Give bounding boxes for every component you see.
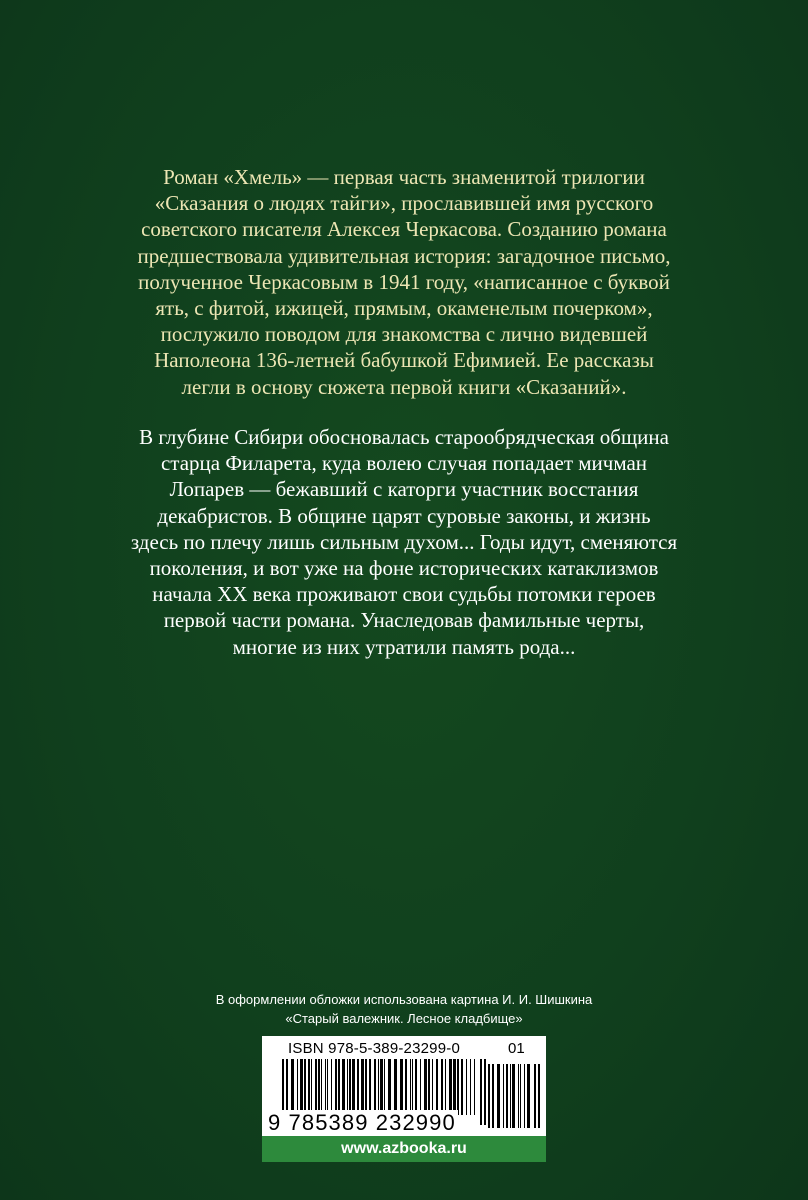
- text-line: первой части романа. Унаследовав фамильные черты,: [163, 608, 645, 633]
- barcode-bar: [388, 1059, 391, 1115]
- barcode-bar: [304, 1059, 306, 1115]
- barcode-bar: [400, 1059, 403, 1115]
- text-line: Лопарев — бежавший с каторги участник восстания: [169, 477, 639, 502]
- barcode-bar: [338, 1059, 340, 1115]
- barcode-bar: [453, 1059, 456, 1115]
- barcode-bar: [497, 1064, 500, 1128]
- text-line: полученное Черкасовым в 1941 году, «написанное с буквой: [138, 269, 670, 294]
- barcode-bar: [484, 1059, 486, 1125]
- barcode-bar: [384, 1059, 385, 1115]
- text-line: поколения, и вот уже на фоне исторических катаклизмов: [149, 556, 659, 581]
- barcode-bar: [365, 1059, 367, 1115]
- text-line: послужило поводом для знакомства с лично видевшей: [160, 322, 648, 347]
- barcode-bar: [480, 1059, 482, 1125]
- barcode-bar: [445, 1059, 446, 1115]
- text-line: начала XX века проживают свои судьбы потомки героев: [152, 582, 656, 607]
- barcode-bar: [325, 1059, 326, 1115]
- barcode-bar: [300, 1059, 303, 1115]
- barcode-bar: [474, 1059, 475, 1115]
- barcode-bar: [342, 1059, 345, 1115]
- barcode-bar: [412, 1059, 413, 1115]
- barcode-bar: [331, 1059, 332, 1115]
- barcode-bar: [308, 1059, 310, 1115]
- barcode-bar: [492, 1064, 494, 1128]
- barcode-bar: [457, 1059, 459, 1115]
- barcode-bar: [394, 1059, 397, 1115]
- text-line: «Сказания о людях тайги», прославившей имя русского: [154, 191, 654, 216]
- barcode-bar: [327, 1059, 328, 1115]
- addon-barcode-bars: [488, 1064, 540, 1128]
- barcode-bar: [527, 1064, 530, 1128]
- barcode-bar: [311, 1059, 312, 1115]
- barcode-bar: [449, 1059, 452, 1115]
- barcode-bar: [374, 1059, 376, 1115]
- text-line: старца Филарета, куда волею случая попадает мичман: [160, 451, 648, 476]
- barcode-bar: [361, 1059, 364, 1115]
- barcode-bar: [538, 1064, 540, 1128]
- text-line: Роман «Хмель» — первая часть знаменитой трилогии: [163, 165, 645, 189]
- issue-code: 01: [508, 1040, 525, 1057]
- barcode-bar: [432, 1059, 433, 1115]
- barcode-bar: [315, 1059, 317, 1115]
- barcode-bar: [441, 1059, 443, 1115]
- barcode-bar: [424, 1059, 427, 1115]
- barcode-bar: [488, 1064, 490, 1128]
- text-line: предшествовала удивительная история: загадочное письмо,: [137, 243, 671, 268]
- text-line: Наполеона 136-летней бабушкой Ефимией. Ее рассказы: [154, 348, 654, 373]
- text-line: ять, с фитой, ижицей, прямым, окаменелым почерком»,: [155, 296, 653, 321]
- text-line: здесь по плечу лишь сильным духом... Годы идут, сменяются: [130, 529, 678, 554]
- barcode-bar: [321, 1059, 322, 1115]
- text-line: легли в основу сюжета первой книги «Сказаний».: [181, 374, 627, 399]
- barcode-bar: [461, 1059, 463, 1115]
- barcode-bar: [369, 1059, 371, 1115]
- barcode-bar: [291, 1059, 294, 1115]
- barcode-bar: [318, 1059, 320, 1115]
- barcode-bar: [466, 1059, 467, 1115]
- barcode-bar: [470, 1059, 471, 1115]
- barcode-bar: [534, 1064, 536, 1128]
- barcode-bar: [520, 1064, 521, 1128]
- barcode-bar: [405, 1059, 407, 1115]
- barcode-bar: [378, 1059, 379, 1115]
- barcode-bar: [518, 1064, 519, 1128]
- text-line: многие из них утратили память рода...: [232, 634, 576, 659]
- barcode-bar: [380, 1059, 383, 1115]
- barcode-bar: [357, 1059, 359, 1115]
- text-line: декабристов. В общине царят суровые законы, и жизнь: [157, 503, 651, 528]
- barcode-bar: [428, 1059, 430, 1115]
- cover-art-credit: [150, 990, 658, 1028]
- barcode-bar: [436, 1059, 438, 1115]
- ean13-digits: 9 785389 232990: [268, 1110, 456, 1135]
- barcode-bar: [506, 1064, 508, 1128]
- credit-line: В оформлении обложки использована картина И. И. Шишкина: [215, 992, 593, 1007]
- barcode-bar: [347, 1059, 348, 1115]
- barcode-bar: [349, 1059, 351, 1115]
- text-line: советского писателя Алексея Черкасова. Созданию романа: [141, 217, 667, 242]
- isbn-barcode-block: [262, 1036, 546, 1162]
- barcode-bar: [420, 1059, 421, 1115]
- barcode-bar: [335, 1059, 337, 1115]
- text-line: В глубине Сибири обосновалась старообрядческая община: [139, 425, 669, 449]
- isbn-number: ISBN 978-5-389-23299-0: [288, 1040, 461, 1057]
- barcode-bar: [524, 1064, 525, 1128]
- barcode-bar: [512, 1064, 515, 1128]
- barcode-bar: [503, 1064, 504, 1128]
- credit-line: «Старый валежник. Лесное кладбище»: [285, 1011, 523, 1026]
- barcode-bar: [297, 1059, 298, 1115]
- barcode-bar: [410, 1059, 411, 1115]
- barcode-bar: [510, 1064, 511, 1128]
- barcode-bar: [352, 1059, 355, 1115]
- barcode-bar: [415, 1059, 417, 1115]
- annotation-paragraph-2: [100, 424, 708, 660]
- annotation-paragraph-1: [100, 164, 708, 400]
- publisher-website[interactable]: www.azbooka.ru: [262, 1136, 546, 1162]
